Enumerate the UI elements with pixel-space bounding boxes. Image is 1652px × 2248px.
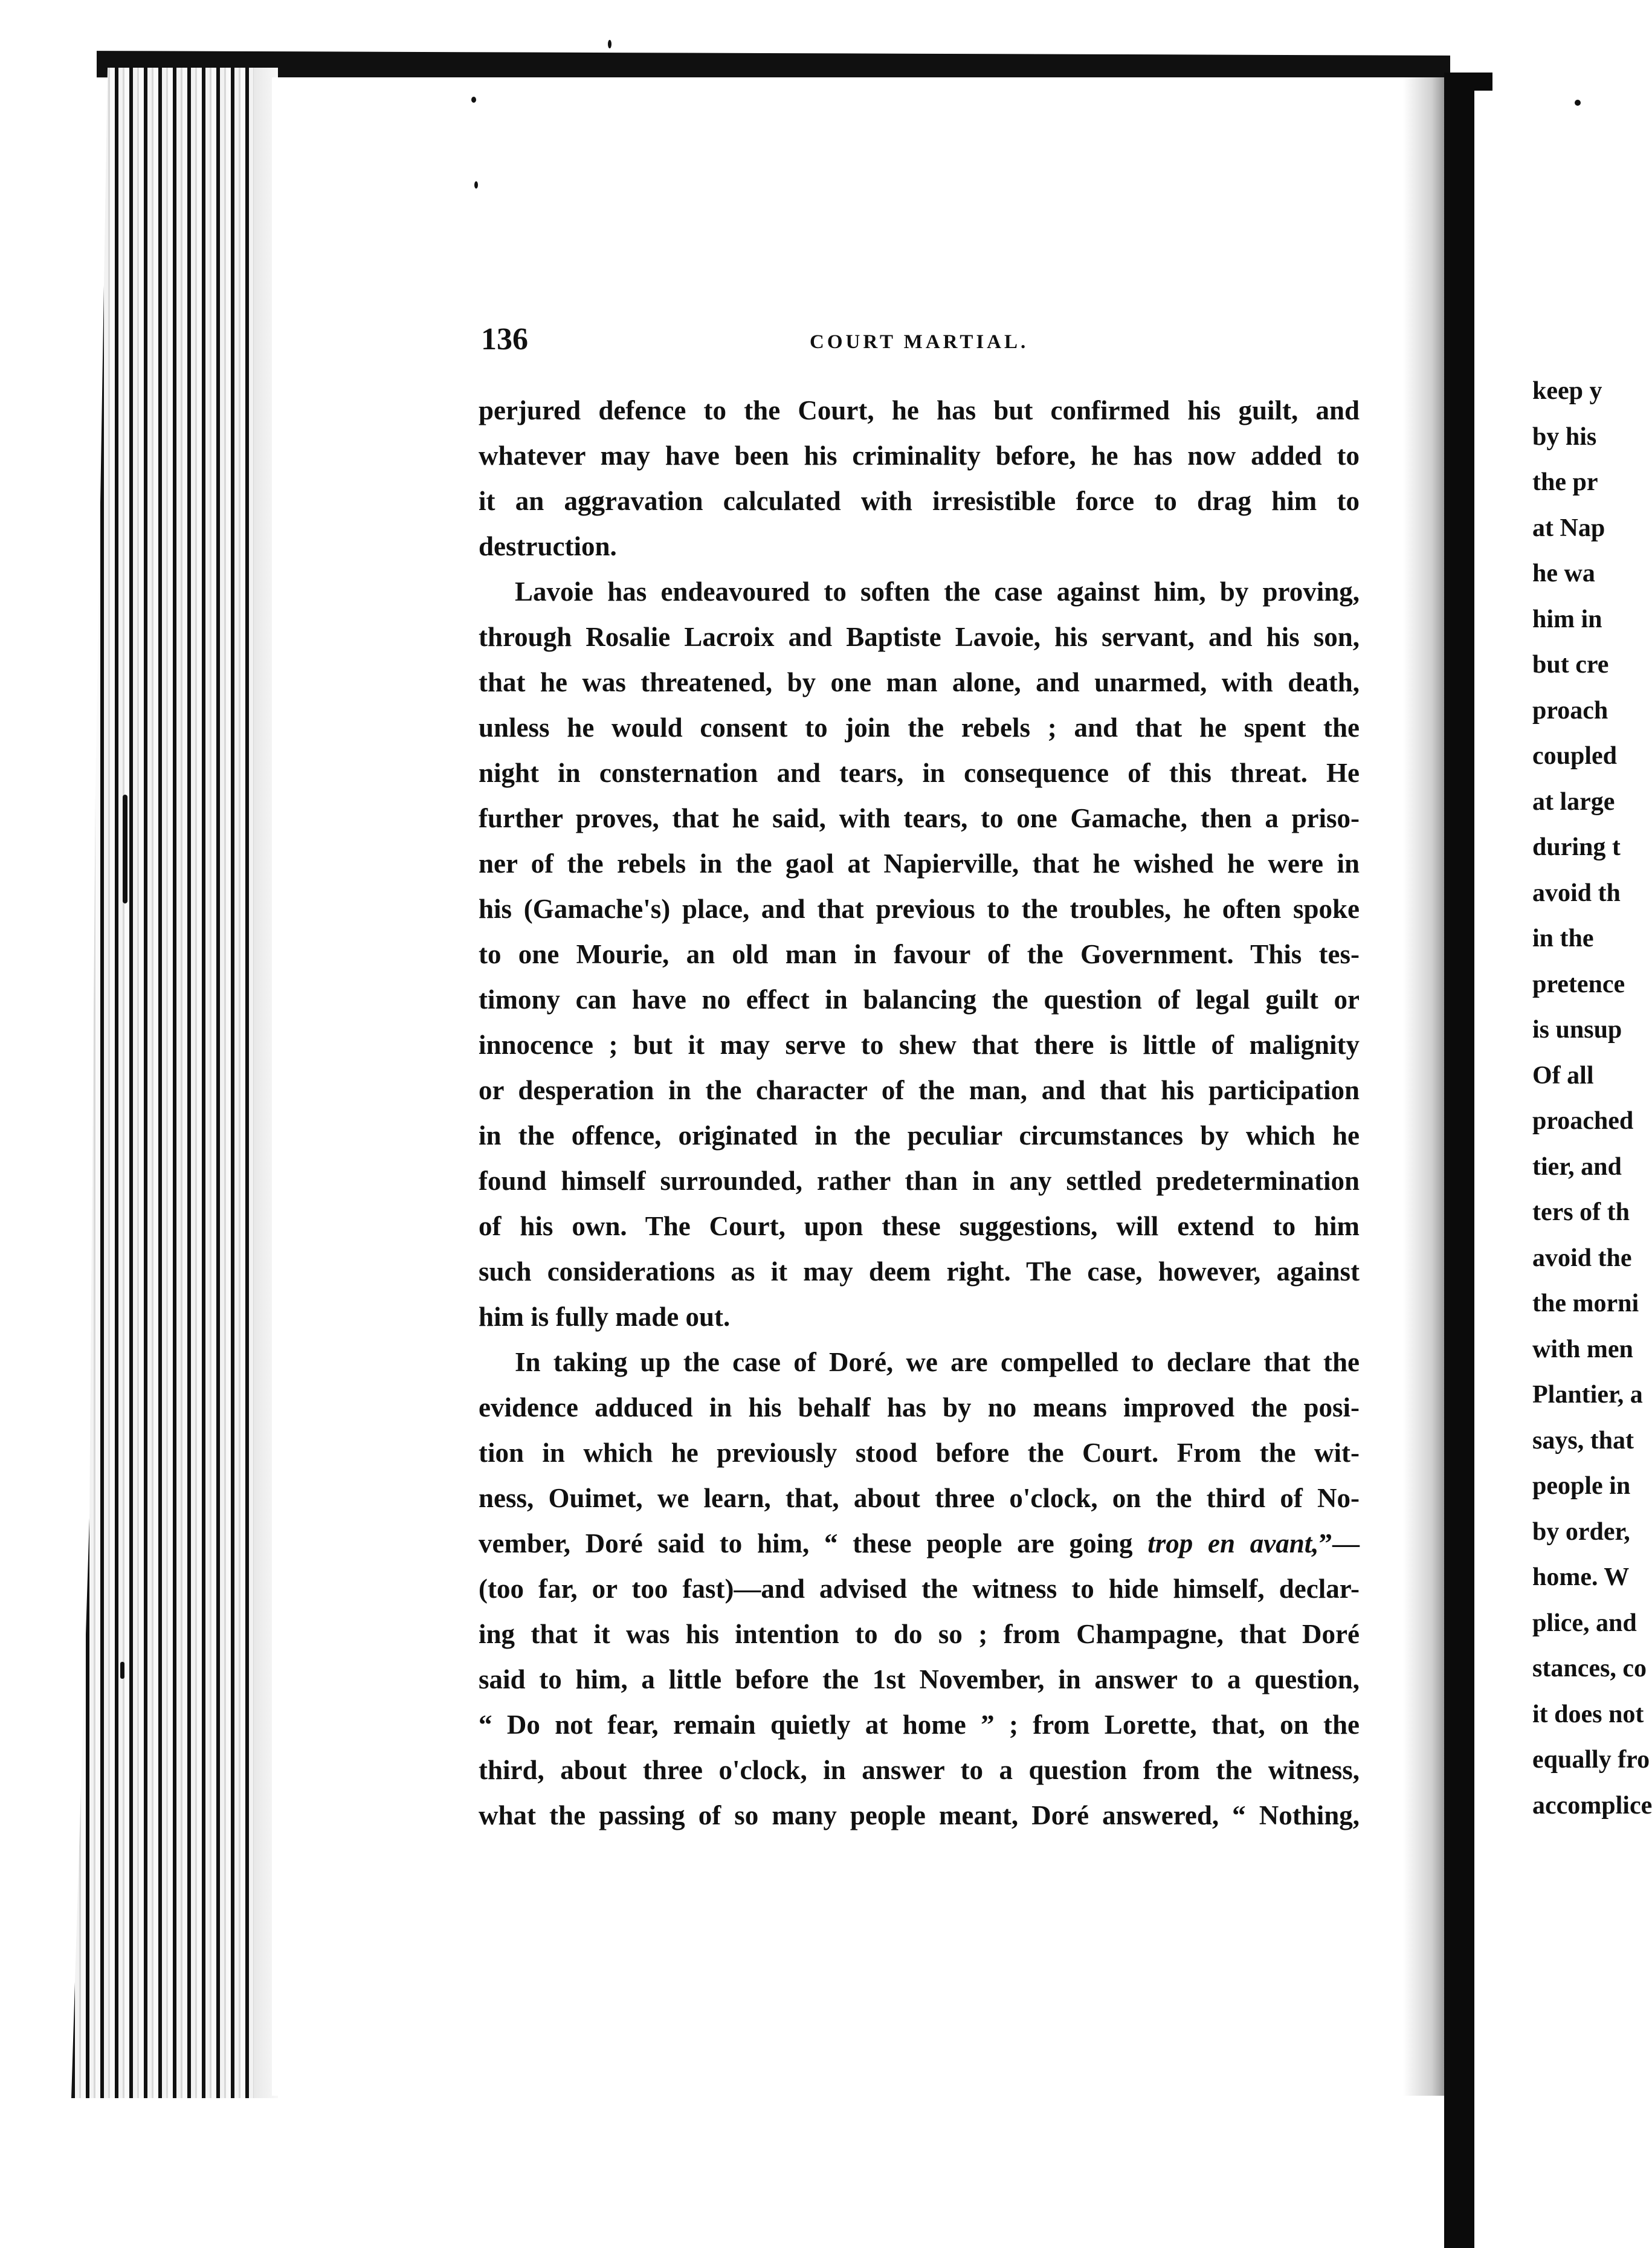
paragraph: [479, 388, 1360, 569]
fragment-line: but cre: [1532, 651, 1609, 679]
text-line: through Rosalie Lacroix and Baptiste Lavoie, his servant, and his son,: [479, 622, 1360, 652]
text-line: ner of the rebels in the gaol at Napierville, that he wished he were in: [479, 848, 1360, 879]
text-line: (too far, or too fast)—and advised the witness to hide himself, declar-: [479, 1574, 1360, 1604]
text-line: further proves, that he said, with tears, to one Gamache, then a priso-: [479, 803, 1360, 833]
text-line: said to him, a little before the 1st November, in answer to a question,: [479, 1664, 1360, 1694]
text-line: third, about three o'clock, in answer to a question from the witness,: [479, 1755, 1360, 1785]
ink-speck: [608, 40, 611, 48]
text-line: unless he would consent to join the rebels ; and that he spent the: [479, 712, 1360, 743]
text-line: perjured defence to the Court, he has but confirmed his guilt, and: [479, 395, 1360, 425]
fragment-line: Plantier, a: [1532, 1381, 1643, 1409]
text-line: Lavoie has endeavoured to soften the case against him, by proving,: [515, 577, 1360, 607]
fragment-line: the morni: [1532, 1290, 1639, 1317]
page-number: 136: [481, 322, 528, 357]
body-text: [479, 388, 1360, 1838]
text-line: it an aggravation calculated with irresistible force to drag him to: [479, 486, 1360, 516]
fragment-line: proach: [1532, 696, 1608, 725]
text-line: him is fully made out.: [479, 1302, 731, 1332]
fragment-line: people in: [1532, 1472, 1631, 1500]
ink-speck: [474, 181, 478, 189]
fragment-line: by order,: [1532, 1517, 1630, 1546]
page-shadow: [1403, 77, 1444, 2096]
text-line: ness, Ouimet, we learn, that, about three o'clock, on the third of No-: [479, 1483, 1360, 1513]
page-stack: [71, 68, 271, 2098]
text-line: that he was threatened, by one man alone, and unarmed, with death,: [479, 667, 1360, 697]
ink-speck: [1575, 100, 1581, 106]
paragraph: [479, 1340, 1360, 1838]
fragment-line: by his: [1532, 422, 1597, 451]
text-line: evidence adduced in his behalf has by no means improved the posi-: [479, 1392, 1360, 1423]
italic-phrase: trop en avant,: [1147, 1528, 1319, 1558]
fragment-line: proached: [1532, 1107, 1634, 1135]
fragment-line: coupled: [1532, 742, 1618, 770]
text-segment: ”—: [1318, 1528, 1360, 1558]
text-line: his (Gamache's) place, and that previous to the troubles, he often spoke: [479, 894, 1360, 924]
fragment-line: equally fro: [1532, 1746, 1650, 1774]
fragment-line: avoid th: [1532, 879, 1621, 907]
fragment-line: is unsup: [1532, 1016, 1622, 1044]
fragment-line: him in: [1532, 605, 1602, 633]
fragment-line: he wa: [1532, 560, 1595, 587]
paragraph: [479, 569, 1360, 1340]
fragment-line: tier, and: [1532, 1152, 1622, 1181]
text-line: ing that it was his intention to do so ; from Champagne, that Doré: [479, 1619, 1360, 1649]
text-line: of his own. The Court, upon these suggestions, will extend to him: [479, 1211, 1360, 1241]
text-line: in the offence, originated in the peculiar circumstances by which he: [479, 1120, 1360, 1151]
fragment-line: says, that: [1532, 1426, 1634, 1455]
fragment-line: the pr: [1532, 468, 1598, 496]
text-line: found himself surrounded, rather than in any settled predetermination: [479, 1166, 1360, 1196]
text-line: or desperation in the character of the man, and that his participation: [479, 1075, 1360, 1105]
text-line: what the passing of so many people meant, Doré answered, “ Nothing,: [479, 1800, 1360, 1830]
facing-page-text: [1532, 369, 1652, 1829]
fragment-line: during t: [1532, 833, 1621, 861]
text-line: In taking up the case of Doré, we are compelled to declare that the: [515, 1347, 1360, 1377]
fragment-line: accomplice: [1532, 1791, 1652, 1820]
text-line-mixed: [479, 1521, 1360, 1566]
text-line: such considerations as it may deem right. The case, however, against: [479, 1256, 1360, 1287]
binding-mark: [120, 1662, 124, 1679]
fragment-line: it does not: [1532, 1700, 1644, 1728]
running-head: COURT MARTIAL.: [810, 331, 1029, 353]
fragment-line: stances, co: [1532, 1655, 1647, 1682]
fragment-line: keep y: [1532, 377, 1602, 405]
text-line: night in consternation and tears, in consequence of this threat. He: [479, 758, 1360, 788]
fragment-line: avoid the: [1532, 1244, 1632, 1272]
fragment-line: home. W: [1532, 1563, 1630, 1591]
fragment-line: at Nap: [1532, 514, 1605, 542]
text-line: “ Do not fear, remain quietly at home ” ; from Lorette, that, on the: [479, 1710, 1360, 1740]
fragment-line: in the: [1532, 925, 1594, 952]
fragment-line: pretence: [1532, 970, 1625, 998]
text-line: tion in which he previously stood before the Court. From the wit-: [479, 1438, 1360, 1468]
text-segment: vember, Doré said to him, “ these people are going: [479, 1528, 1148, 1558]
binding-mark: [123, 795, 127, 903]
text-line: destruction.: [479, 531, 617, 561]
text-line: to one Mourie, an old man in favour of the Government. This tes-: [479, 939, 1360, 969]
fragment-line: plice, and: [1532, 1609, 1637, 1637]
fragment-line: Of all: [1532, 1061, 1594, 1090]
ink-speck: [471, 97, 476, 103]
text-line: whatever may have been his criminality before, he has now added to: [479, 441, 1360, 471]
fragment-line: ters of th: [1532, 1198, 1630, 1226]
text-line: timony can have no effect in balancing the question of legal guilt or: [479, 984, 1360, 1015]
text-line: innocence ; but it may serve to shew that there is little of malignity: [479, 1030, 1360, 1060]
fragment-line: at large: [1532, 787, 1615, 816]
fragment-line: with men: [1532, 1335, 1633, 1363]
